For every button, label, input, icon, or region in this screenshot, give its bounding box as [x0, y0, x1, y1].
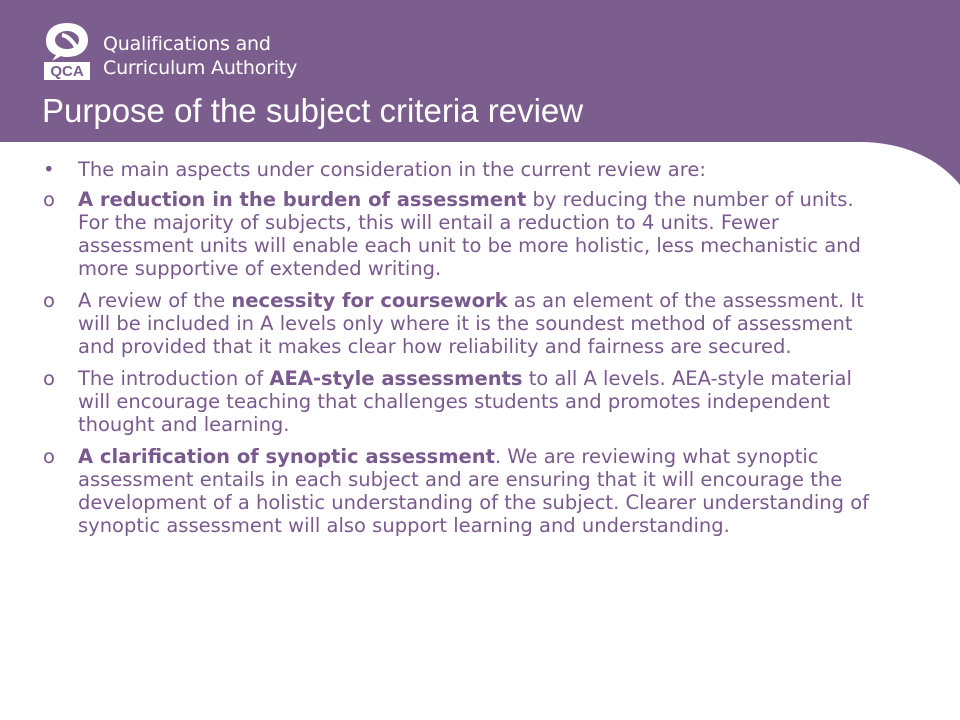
item-bold-text: A reduction in the burden of assessment: [78, 188, 527, 211]
item-bold-text: necessity for coursework: [231, 289, 508, 312]
slide-content: [0, 158, 960, 546]
item-pre-text: A review of the: [78, 289, 232, 312]
item-post-text: . We are reviewing what synoptic assessment entails in each subject and are ensuring that it will encourage the development of a holistic understanding of the subject. Clearer understanding of synoptic assessment will also support learning and understanding.: [78, 445, 869, 537]
sub-bullet-marker: o: [43, 367, 55, 390]
logo-mark-text: QCA: [50, 63, 84, 80]
item-pre-text: The introduction of: [78, 367, 270, 390]
item-post-text: by reducing the number of units. For the majority of subjects, this will entail a reduction to 4 units. Fewer assessment units will enable each unit to be more holistic, less mechanistic and more supportive of extended writing.: [78, 188, 861, 280]
item-post-text: as an element of the assessment. It will be included in A levels only where it is the soundest method of assessment and provided that it makes clear how reliability and fairness are secured.: [78, 289, 864, 358]
org-name-line2: Curriculum Authority: [103, 57, 298, 79]
sub-bullet-burden: [0, 188, 873, 280]
item-post-text: to all A levels. AEA-style material will encourage teaching that challenges students and promotes independent thought and learning.: [78, 367, 852, 436]
intro-bullet: [0, 158, 873, 181]
item-bold-text: AEA-style assessments: [269, 367, 523, 390]
qca-logo-icon: [42, 20, 92, 82]
sub-bullet-aea: [0, 367, 873, 436]
sub-bullet-marker: o: [43, 445, 55, 468]
item-bold-text: A clarification of synoptic assessment: [78, 445, 495, 468]
sub-bullet-marker: o: [43, 289, 55, 312]
bullet-marker: •: [43, 158, 55, 181]
sub-bullet-coursework: [0, 289, 873, 358]
sub-bullet-synoptic: [0, 445, 873, 537]
org-name-line1: Qualifications and: [103, 33, 271, 55]
intro-text: The main aspects under consideration in the current review are:: [78, 158, 706, 181]
slide-title: Purpose of the subject criteria review: [42, 92, 584, 129]
sub-bullet-marker: o: [43, 188, 55, 211]
organization-name: [103, 32, 297, 80]
